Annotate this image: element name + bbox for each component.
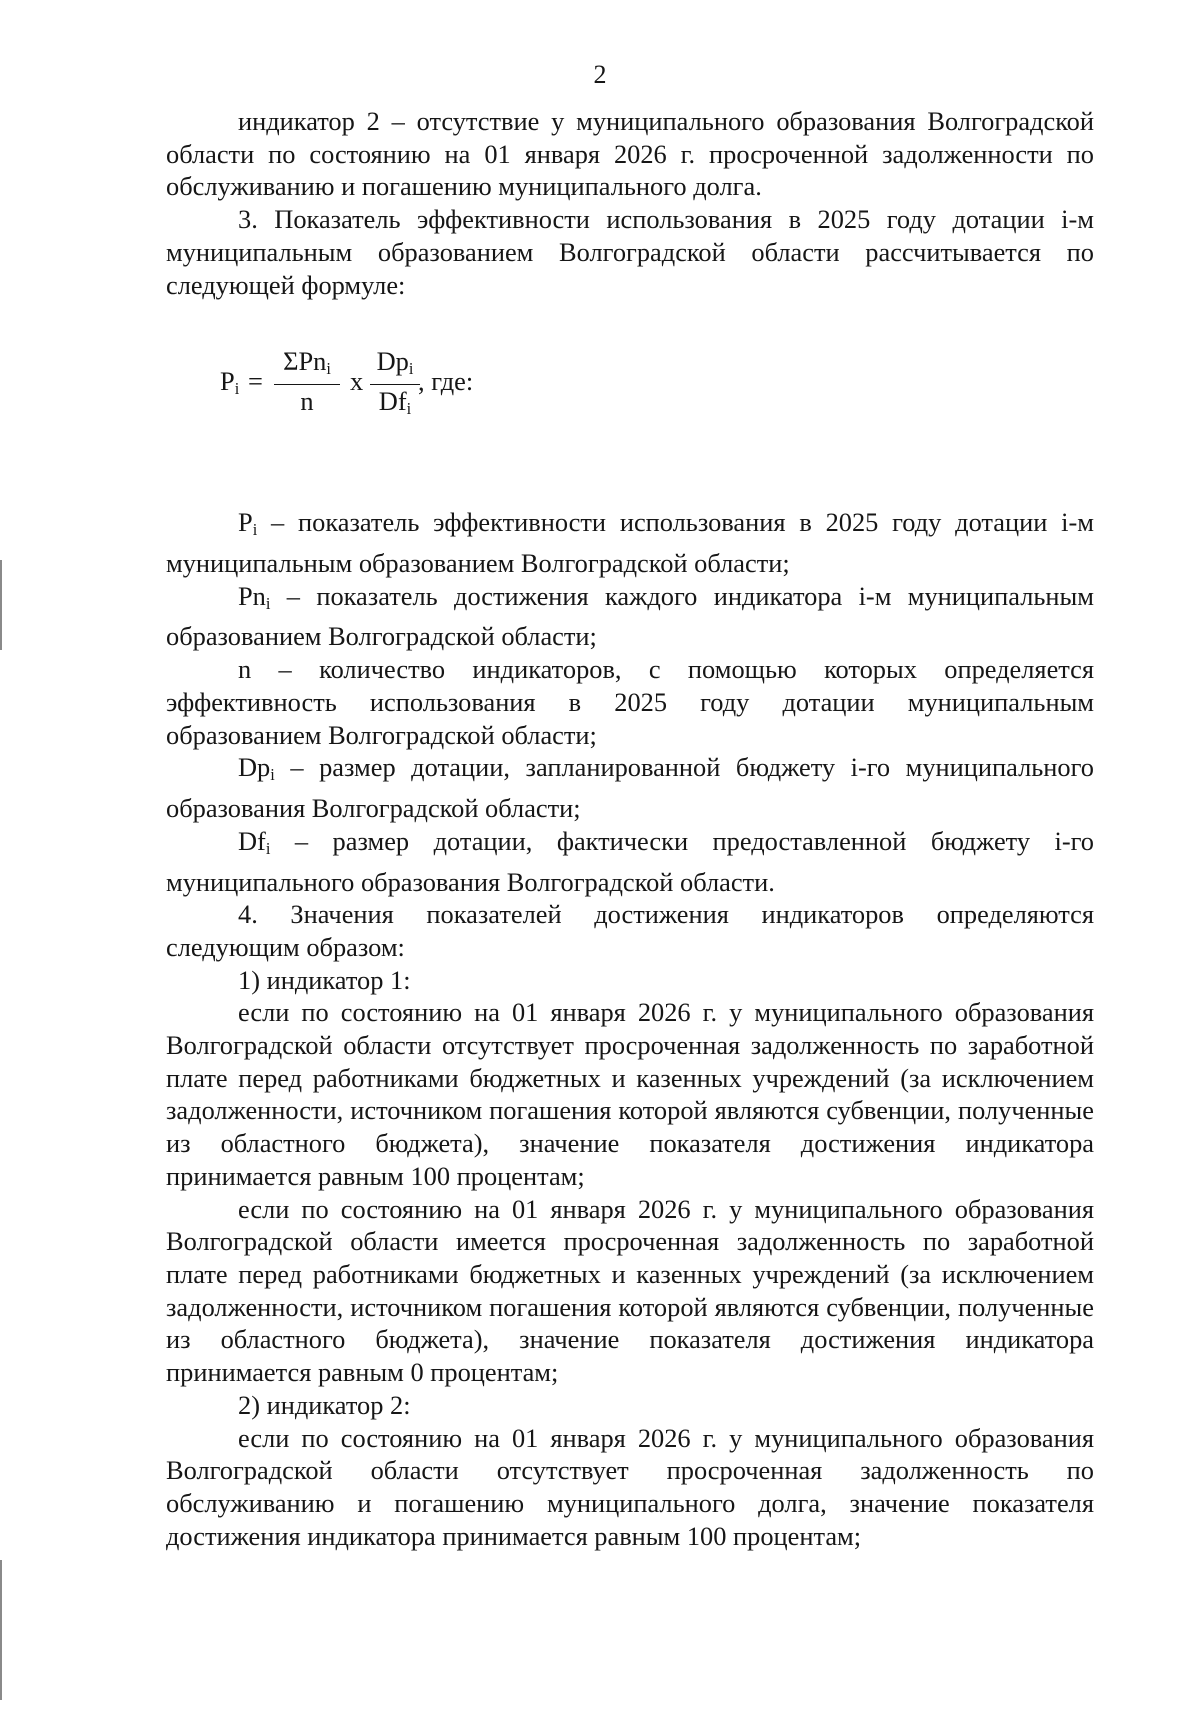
formula-fraction-dotation <box>370 346 420 425</box>
indicator-1-heading: 1) индикатор 1: <box>238 964 411 995</box>
document-body <box>166 105 1094 1552</box>
fraction-sum-denominator: n <box>300 386 314 417</box>
scan-edge-mark <box>0 560 2 650</box>
indicator-1-case-present: если по состоянию на 01 января 2026 г. у муниципального образования Волгоградской области имеется просроченная задолженность по заработной плате перед работниками бюджетных и казенных учреждений (за исключением задолженности, источником погашения которой являются субвенции, полученные из областного бюджета), значение показателя достижения индикатора принимается равным 0 процентам; <box>166 1193 1094 1388</box>
formula-fraction-sum <box>274 346 340 417</box>
definition-pni: $Pn_i$ – показатель достижения каждого индикатора i-м муниципальным образованием Волгоградской области; <box>166 580 1094 652</box>
efficiency-formula <box>166 346 1094 446</box>
fraction-dotation-numerator: $Dp_i$ <box>370 346 420 385</box>
indicator-2-heading: 2) индикатор 2: <box>238 1389 411 1420</box>
definition-dfi: $Df_i$ – размер дотации, фактически предоставленной бюджету i-го муниципального образования Волгоградской области. <box>166 825 1094 897</box>
formula-times: x <box>350 366 364 397</box>
intro-paragraph: индикатор 2 – отсутствие у муниципального образования Волгоградской области по состоянию на 01 января 2026 г. просроченной задолженности по обслуживанию и погашению муниципального долга. <box>166 106 1094 202</box>
definition-pi: $P_i$ – показатель эффективности использования в 2025 году дотации i-м муниципальным образованием Волгоградской области; <box>166 507 1094 578</box>
indicator-1-case-absent: если по состоянию на 01 января 2026 г. у муниципального образования Волгоградской области отсутствует просроченная задолженность по заработной плате перед работниками бюджетных и казенных учреждений (за исключением задолженности, источником погашения которой являются субвенции, полученные из областного бюджета), значение показателя достижения индикатора принимается равным 100 процентам; <box>166 997 1094 1191</box>
page-number: 2 <box>593 60 607 89</box>
item-3-paragraph: 3. Показатель эффективности использования в 2025 году дотации i-м муниципальным образованием Волгоградской области рассчитывается по следующей формуле: <box>166 204 1094 300</box>
item-4-paragraph: 4. Значения показателей достижения индикаторов определяются следующим образом: <box>166 899 1094 962</box>
formula-tail: , где: <box>418 366 474 397</box>
fraction-dotation-denominator: $Df_i$ <box>378 386 412 419</box>
definition-n: n – количество индикаторов, с помощью которых определяется эффективность использования в 2025 году дотации муниципальным образованием Волгоградской области; <box>166 654 1094 750</box>
formula-lhs: $P_i$ <box>220 366 240 399</box>
scan-edge-mark <box>0 1560 2 1700</box>
definition-dpi: $Dp_i$ – размер дотации, запланированной бюджету i-го муниципального образования Волгоградской области; <box>166 752 1094 824</box>
indicator-2-case-absent: если по состоянию на 01 января 2026 г. у муниципального образования Волгоградской области отсутствует просроченная задолженность по обслуживанию и погашению муниципального долга, значение показателя достижения индикатора принимается равным 100 процентам; <box>166 1422 1094 1551</box>
fraction-sum-numerator: ΣPn$_i$ <box>274 346 340 385</box>
formula-equals: = <box>248 366 263 397</box>
